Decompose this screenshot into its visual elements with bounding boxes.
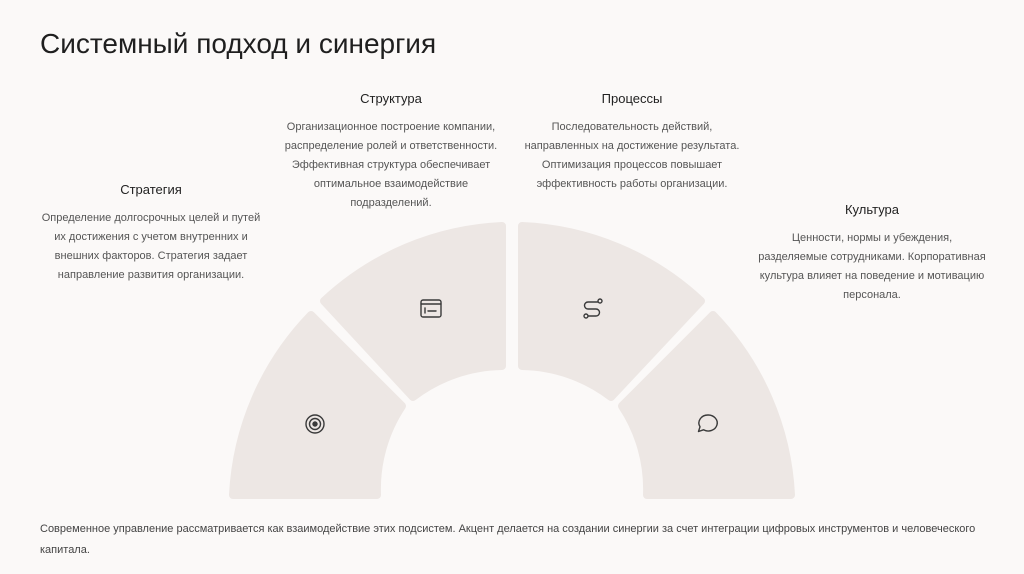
strategy-title: Стратегия — [120, 182, 182, 197]
culture-description: Ценности, нормы и убеждения, разделяемые сотрудниками. Корпоративная культура влияет на поведение и мотивацию персонала. — [758, 232, 986, 301]
structure-title: Структура — [360, 91, 422, 106]
culture-title: Культура — [844, 202, 900, 217]
strategy-description: Определение долгосрочных целей и путей их достижения с учетом внутренних и внешних факторов. Стратегия задает направление развития организации. — [41, 212, 261, 281]
processes-title: Процессы — [601, 91, 663, 106]
page-title: Системный подход и синергия — [40, 28, 437, 59]
structure-description: Организационное построение компании, распределение ролей и ответственности. Эффективная структура обеспечивает оптимальное взаимодействие подразделений. — [284, 121, 498, 209]
footer-text: Современное управление рассматривается как взаимодействие этих подсистем. Акцент делается на создании синергии за счет интеграции цифровых инструментов и человеческого капитала. — [40, 523, 976, 556]
processes-description: Последовательность действий, направленных на достижение результата. Оптимизация процессов повышает эффективность работы организации. — [524, 121, 740, 190]
